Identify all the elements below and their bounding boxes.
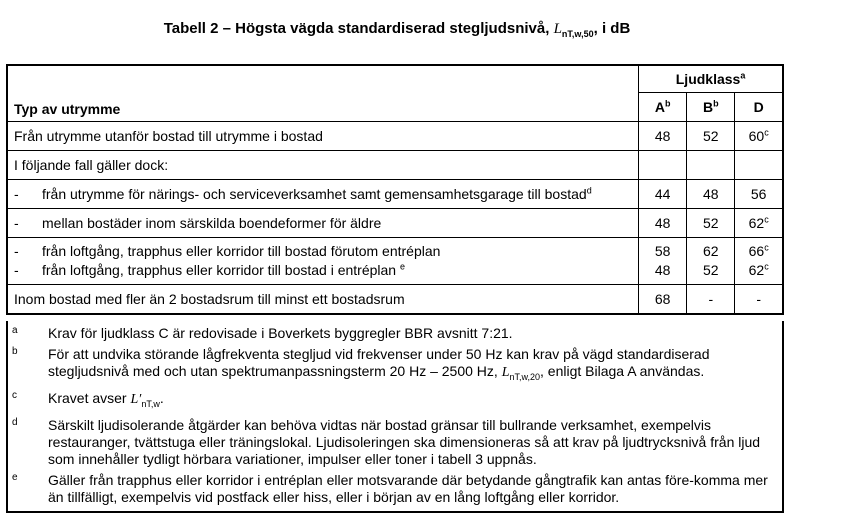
row-sup: d xyxy=(586,185,592,196)
cell-b-value: 52 xyxy=(703,262,719,278)
row-label xyxy=(7,122,639,151)
footnote-b xyxy=(8,346,782,386)
footnote-fragment: stegljudsnivå med och utan spektrumanpassningsterm 20 Hz – 2500 Hz, xyxy=(48,363,502,379)
footnote-symbol-sub: nT,w xyxy=(141,398,160,409)
row-line xyxy=(14,261,632,280)
footnote-fragment: . xyxy=(159,389,164,406)
header-col-d xyxy=(735,93,783,122)
row-text: Från utrymme utanför bostad till utrymme i bostad xyxy=(14,128,323,144)
table-caption xyxy=(0,20,794,39)
header-col-a xyxy=(639,93,687,122)
cell-d: 56 xyxy=(735,180,783,209)
table-row xyxy=(7,209,783,238)
row-label xyxy=(7,209,639,238)
header-row-group xyxy=(7,65,783,93)
cell-a xyxy=(639,151,687,180)
row-text: från utrymme för närings- och serviceverksamhet samt gemensamhetsgarage till bostad xyxy=(42,186,587,202)
row-dash: - xyxy=(14,243,19,259)
footnote-symbol-sub: nT,w,20 xyxy=(509,371,541,382)
sound-level-table xyxy=(6,64,784,315)
cell-d-line xyxy=(735,261,782,280)
cell-d-sup: c xyxy=(764,261,769,272)
header-col-b xyxy=(687,93,735,122)
row-text: från loftgång, trapphus eller korridor till bostad i entréplan xyxy=(42,262,400,278)
cell-d: - xyxy=(735,285,783,315)
footnotes xyxy=(6,321,784,513)
cell-d xyxy=(735,151,783,180)
table-row xyxy=(7,151,783,180)
cell-d-value: 66 xyxy=(748,243,765,259)
caption-text: Tabell 2 – Högsta vägda standardiserad stegljudsnivå, xyxy=(163,20,554,37)
row-label xyxy=(7,151,639,180)
footnote-label: c xyxy=(12,389,17,401)
header-ljudklass xyxy=(639,65,783,93)
cell-b xyxy=(687,151,735,180)
footnote-label: e xyxy=(12,471,18,483)
cell-a: 68 xyxy=(639,285,687,315)
footnote-line xyxy=(48,363,782,386)
row-label xyxy=(7,238,639,285)
cell-a: 48 xyxy=(639,209,687,238)
table-row xyxy=(7,285,783,315)
caption-suffix: , i dB xyxy=(593,20,631,37)
ljudklass-label: Ljudklass xyxy=(675,71,741,87)
cell-b xyxy=(687,238,735,285)
footnote-text xyxy=(48,390,782,413)
footnote-d xyxy=(8,417,782,468)
row-sup: e xyxy=(399,261,405,272)
footnote-fragment: Kravet avser xyxy=(48,389,131,406)
header-type-label: Typ av utrymme xyxy=(14,101,121,117)
row-text: mellan bostäder inom särskilda boendeformer för äldre xyxy=(42,215,382,231)
row-text: Inom bostad med fler än 2 bostadsrum till minst ett bostadsrum xyxy=(14,291,405,307)
ljudklass-sup: a xyxy=(740,70,746,81)
footnote-fragment: , enligt Bilaga A användas. xyxy=(540,363,705,379)
table-row xyxy=(7,180,783,209)
footnote-symbol: L′ xyxy=(130,391,142,407)
row-label xyxy=(7,180,639,209)
cell-d-sup: c xyxy=(764,214,769,225)
row-dash: - xyxy=(14,215,19,231)
footnote-text: Gäller från trapphus eller korridor i entréplan eller motsvarande där betydande gångtrafik kan antas före-komma mer än tillfälligt, exempelvis vid postfack eller hiss, eller i början av en lång loftgång eller korridor. xyxy=(48,471,768,505)
table-row xyxy=(7,122,783,151)
row-text: från loftgång, trapphus eller korridor till bostad förutom entréplan xyxy=(42,243,441,259)
footnote-text: Krav för ljudklass C är redovisade i Boverkets byggregler BBR avsnitt 7:21. xyxy=(48,325,513,341)
footnote-label: b xyxy=(12,346,18,357)
table-row xyxy=(7,238,783,285)
footnote-a xyxy=(8,325,782,342)
footnote-line: För att undvika störande lågfrekventa stegljud vid frekvenser under 50 Hz kan krav på vägd standardiserad xyxy=(48,346,710,362)
cell-d-value: 62 xyxy=(748,262,765,278)
footnote-c xyxy=(8,390,782,413)
cell-b: 52 xyxy=(687,209,735,238)
cell-d-sup: c xyxy=(764,127,769,138)
cell-b: 52 xyxy=(687,122,735,151)
footnote-label: a xyxy=(12,325,18,336)
cell-d xyxy=(735,209,783,238)
row-line xyxy=(14,242,632,261)
cell-d-sup: c xyxy=(764,242,769,253)
footnote-label: d xyxy=(12,416,18,428)
cell-b: 48 xyxy=(687,180,735,209)
footnote-text xyxy=(48,346,782,386)
cell-b-value: 62 xyxy=(703,243,719,259)
footnote-e xyxy=(8,472,782,506)
cell-a-value: 58 xyxy=(654,243,671,259)
cell-d-line xyxy=(735,242,782,261)
cell-d-value: 62 xyxy=(748,215,765,231)
cell-d-value: 60 xyxy=(748,128,765,144)
cell-a-value: 48 xyxy=(654,262,671,278)
col-a-label: A xyxy=(654,99,665,115)
header-type xyxy=(7,65,639,122)
cell-d xyxy=(735,238,783,285)
col-d-label: D xyxy=(753,99,764,115)
cell-a: 44 xyxy=(639,180,687,209)
row-label xyxy=(7,285,639,315)
row-dash: - xyxy=(14,186,19,202)
cell-a xyxy=(639,238,687,285)
caption-symbol-sub: nT,w,50 xyxy=(561,29,594,39)
cell-d xyxy=(735,122,783,151)
cell-a: 48 xyxy=(639,122,687,151)
cell-b: - xyxy=(687,285,735,315)
caption-symbol: L xyxy=(553,21,562,37)
col-b-label: B xyxy=(702,99,714,115)
col-a-sup: b xyxy=(664,98,671,109)
footnote-text: Särskilt ljudisolerande åtgärder kan behöva vidtas när bostad gränsar till bullrande verksamhet, exempelvis restauranger, tvättstuga eller träningslokal. Ljudisoleringen ska dimensioneras så att krav på ljudtrycksnivå från ljud som innehåller tydligt hörbara variationer, impulser eller toner i tabell 3 uppnås. xyxy=(48,416,761,467)
row-text: I följande fall gäller dock: xyxy=(14,157,169,173)
col-b-sup: b xyxy=(713,98,719,109)
row-dash: - xyxy=(14,262,19,278)
footnote-symbol: L xyxy=(501,365,510,380)
